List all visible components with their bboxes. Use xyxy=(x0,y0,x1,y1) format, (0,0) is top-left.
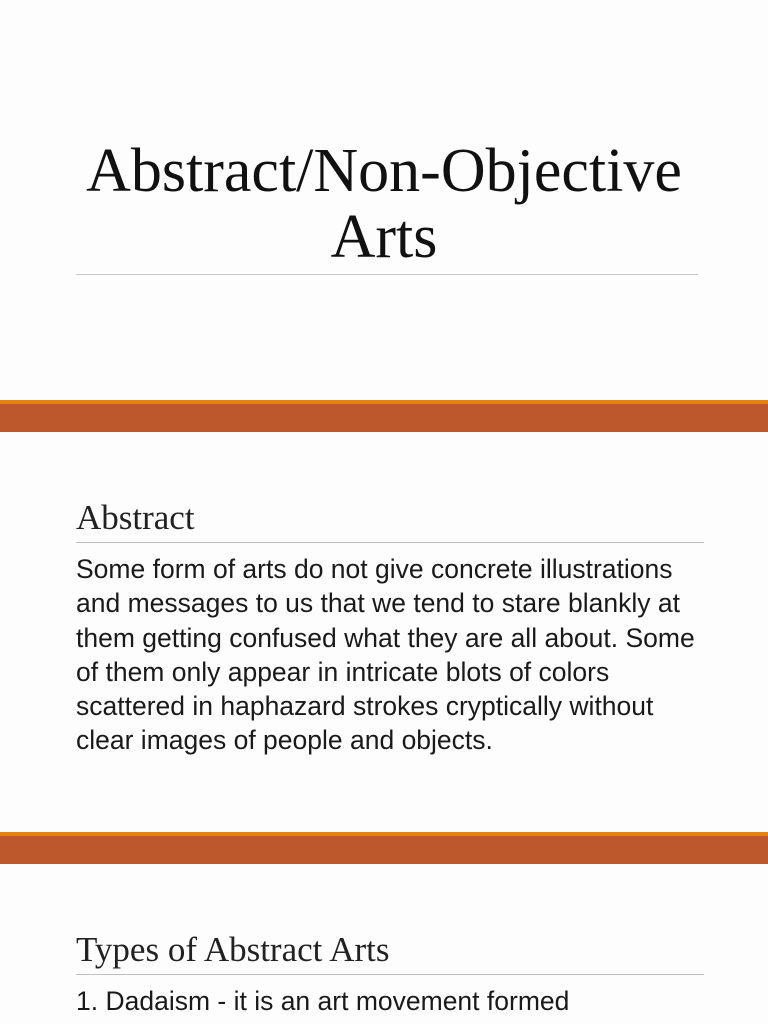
slide-heading: Types of Abstract Arts xyxy=(76,930,390,969)
slide-divider xyxy=(0,400,768,432)
slide-heading: Abstract xyxy=(76,498,195,537)
heading-underline xyxy=(76,974,704,975)
title-slide xyxy=(0,0,768,400)
slide-divider xyxy=(0,832,768,864)
slide-body-text: Some form of arts do not give concrete illustrations and messages to us that we tend to stare blankly at them getting confused what they are all about. Some of them only appear in intricate blots of colors scattered in haphazard strokes cryptically without clear images of people and objects. xyxy=(76,554,695,756)
slide-body-text: 1. Dadaism - it is an art movement formed xyxy=(76,986,570,1016)
slide-title: Abstract/Non-Objective Arts xyxy=(86,137,682,271)
heading-underline xyxy=(76,542,704,543)
title-underline xyxy=(76,274,698,275)
abstract-slide xyxy=(0,432,768,832)
types-slide xyxy=(0,864,768,1024)
